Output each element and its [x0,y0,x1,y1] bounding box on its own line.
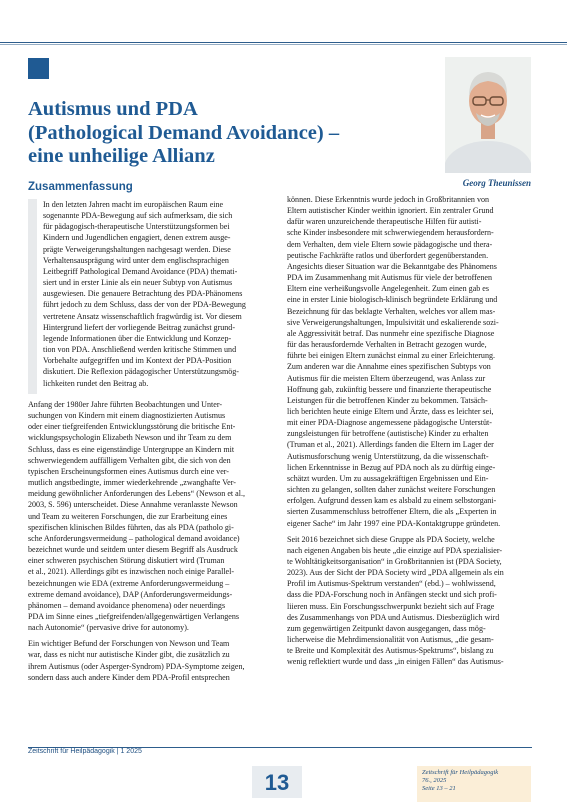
text-line: 2003, S. 596) unterscheidet. Diese Annahme veranlasste Newson [28,500,238,510]
citation-line: Zeitschrift für Heilpädagogik [422,769,499,776]
text-line: sive Verweigerungshaltungen, Impulsivität und eskalierende sozi- [287,317,499,327]
text-line: schwerwiegendem auffälligem Verhalten gibt, die sich von den [28,455,231,465]
text-line: suchungen von Kindern mit einem diagnostizierten Autismus [28,411,226,421]
text-line: oder einer tiefgreifenden Entwicklungsstörung die britische Ent- [28,422,236,432]
text-line: lich berichten heute einige Eltern und Ärzte, dass es leichter sei, [287,406,494,416]
text-line: lichkeiten rundet den Beitrag ab. [43,378,149,388]
text-line: war, dass es nicht nur autistische Kinder gibt, die zusätzlich zu [28,650,230,660]
text-line: typischen Erscheinungsformen eines Autismus durch eine ver- [28,466,229,476]
paragraph [28,638,270,683]
text-line: peutische Fachkräfte ratlos und überfordert gegenüberstanden. [287,250,489,260]
text-line: Schluss, dass es eine eigenständige Untergruppe an Kindern mit [28,444,235,454]
text-line: sche Kinder insbesondere mit schwerwiegendem herausfordern- [287,228,494,238]
text-line: Eltern autistischer Kinder weithin ignoriert. Ein zentraler Grund [287,206,494,216]
citation-line: 76., 2025 [422,777,447,784]
portrait-image [445,57,531,173]
text-line: Leistungen für die betroffenen Kinder zu bekommen. Tatsäch- [287,395,488,405]
text-line: können. Diese Erkenntnis wurde jedoch in Großbritannien von [287,195,490,204]
text-line: wicklungspsychologin Elizabeth Newson und ihr Team zu dem [28,433,232,443]
text-line: wenig reflektiert wurde und dass „in einigen Fällen“ das Autismus- [287,657,504,667]
text-line: ihrem Autismus (oder Asperger-Syndrom) PDA-Symptome zeigen, [28,661,245,671]
text-line: führt jedoch zu dem Schluss, dass der von der PDA-Bewegung [43,300,246,310]
footer-journal: Zeitschrift für Heilpädagogik | 1 2025 [28,748,142,755]
paragraph [28,399,270,633]
page-number: 13 [264,770,290,795]
text-line: dafür waren unzureichende therapeutische Hilfen für autisti- [287,217,482,227]
text-line: ale Aggressivität betraf. Das nunmehr eine spezifische Diagnose [287,328,495,338]
text-line: sondern dass auch andere Kinder dem PDA-Profil entsprechen [28,672,230,682]
text-line: Anfang der 1980er Jahre führten Beobachtungen und Unter- [28,400,223,409]
text-line: Ein wichtiger Befund der Forschungen von Newson und Team [28,639,230,649]
text-line: sierten Zusammenschluss betroffener Eltern, die als „Experten in [287,507,497,517]
text-line: führte bei einigen Eltern zunächst einmal zu einer Erleichterung. [287,351,496,361]
text-line: legende Informationen über die Entwicklung und Konzep- [43,333,232,343]
text-line: sichten zu gelangen, sollten daher zunächst weitere Forschungen [287,485,496,495]
text-line: nach Autonomie“ (pervasive drive for autonomy). [28,623,189,633]
author-name: Georg Theunissen [462,178,531,188]
text-line: bezeichnet wurde und seitdem unter diesem Begriff als Ausdruck [28,545,238,555]
text-line: In den letzten Jahren macht im europäischen Raum eine [43,200,224,209]
text-line: Autismusforschung wenig Unterstützung, da die wissenschaft- [287,451,489,461]
body-column-left [28,399,270,688]
text-line: meidung gewöhnlicher Anforderungen des Lebens“ (Newson et al., [28,489,245,499]
text-line: extreme demand avoidance), DAP (Anforderungsvermeidungs- [28,589,233,599]
top-rule-secondary [0,44,567,45]
text-line: eine in erster Linie biologisch-klinisch begründete Erklärung und [287,295,498,305]
text-line: Hoffnung gab, zukünftig bessere und finanzierte therapeutische [287,384,492,394]
text-line: diskutiert. Die Reflexion pädagogischer Unterstützungsmög- [43,367,239,377]
text-line: Verhaltensausprägung wird unter dem englischsprachigen [43,255,229,265]
citation-line: Seite 13 – 21 [422,785,456,792]
text-line: Hintergrund liefert der vorliegende Beitrag zunächst grund- [43,322,236,332]
title-line: eine unheilige Allianz [28,145,215,167]
text-line: sche Anforderungsvermeidung – pathological demand avoidance) [28,533,240,543]
text-line: (Truman et al., 2021). Allerdings fanden die Eltern im Lager der [287,440,494,450]
text-line: Eltern eine verheißungsvolle Angelegenheit. Zum einen gab es [287,284,490,294]
article-title [28,98,428,169]
text-line: mit einer PDA-Diagnose angemessene pädagogische Unterstüt- [287,418,492,428]
text-line: sogenannte PDA-Bewegung auf sich aufmerksam, die sich [43,211,233,221]
text-line: dem Verhalten, dem viele Eltern sowie pädagogische und thera- [287,239,493,249]
text-line: siert und in erster Linie als ein neuer Subtyp von Autismus [43,278,233,288]
abstract-heading: Zusammenfassung [28,181,133,193]
text-line: ausgewiesen. Die genauere Betrachtung des PDA-Phänomens [43,289,243,299]
citation-box [417,766,531,802]
text-line: nach eigenen Angaben bis heute „die einzige auf PDA spezialisier- [287,545,503,555]
text-line: dass die PDA-Forschung noch in Anfängen steckt und sich profi- [287,590,497,600]
text-line: phänomen – demand avoidance phenomena) oder neuerdings [28,600,226,610]
text-line: Kindern und Jugendlichen engagiert, denen extrem ausge- [43,233,231,243]
abstract-text [43,199,268,389]
text-line: te Breite und Komplexität des Autismus-Spektrums“, bislang zu [287,646,494,656]
paragraph [287,534,531,668]
text-line: 2023). Aus der Sicht der PDA Society wird „PDA allgemein als ein [287,568,504,578]
text-line: Seit 2016 bezeichnet sich diese Gruppe als PDA Society, welche [287,534,495,544]
text-line: einer schweren psychischen Störung diskutiert wird (Truman [28,556,225,566]
top-rule [0,42,567,43]
text-line: und Team zu weiteren Forschungen, die zur Erarbeitung eines [28,511,228,521]
text-line: Profil im Autismus-Spektrum verstanden“ (ebd.) – wohlwissend, [287,579,496,589]
text-line: Autismus für die meisten Eltern überzeugend, was Anlass zur [287,373,486,383]
text-line: Bezeichnung für das beklagte Verhalten, welches vor allem mas- [287,306,496,316]
text-line: prägte Verweigerungshaltungen nachgesagt werden. Diese [43,244,231,254]
text-line: bezeichnungen wie EDA (extreme Anforderungsvermeidung – [28,578,230,588]
text-line: PDA im Sinne eines „tiefgreifenden/allgegenwärtigen Verlangens [28,611,240,621]
text-line: spezifischen klinischen Bildes führten, das als PDA (patholo gi- [28,522,234,532]
text-line: Leitbegriff Pathological Demand Avoidance (PDA) themati- [43,266,238,276]
text-line: eigener Sache“ im Jahr 1997 eine PDA-Kontaktgruppe gründeten. [287,518,501,528]
text-line: lichen Erkenntnisse in Bezug auf PDA noch als zu dürftig einge- [287,462,496,472]
abstract-sidebar [28,199,37,394]
text-line: für das herausfordernde Verhalten in Betracht gezogen wurde, [287,340,487,350]
section-marker [28,58,49,79]
text-line: Angesichts dieser Situation war die Bekanntgabe des Phänomens [287,261,497,271]
text-line: licherweise die Mehrdimensionalität von Autismus, „die gesam- [287,635,494,645]
paragraph [287,194,531,529]
text-line: Vorbehalte aufgegriffen und im Kontext der PDA-Position [43,356,232,366]
text-line: te Wohltätigkeitsorganisation“ in Großbritannien ist (PDA Society, [287,557,502,566]
text-line: liieren muss. Ein Forschungsschwerpunkt bezieht sich auf Frage [287,601,495,611]
text-line: tion von PDA. Anschließend werden kritische Stimmen und [43,345,237,355]
text-line: erfolgen. Aufgrund dessen kam es alsbald zu einem selbstorgani- [287,496,497,506]
text-line: für pädagogisch-therapeutische Unterstützungsformen bei [43,222,230,232]
text-line: vertretene Ansatz wissenschaftlich fragwürdig ist. Vor diesem [43,311,242,321]
title-line: (Pathological Demand Avoidance) – [28,121,340,144]
body-column-right [287,194,531,673]
text-line: des Zusammenhangs von PDA und Autismus. Diesbezüglich wird [287,612,500,622]
text-line: et al., 2021). Allerdings gibt es inzwischen noch einige Parallel- [28,567,235,577]
text-line: schätzt wurden. Um zu aussagekräftigen Ergebnissen und Ein- [287,473,489,483]
author-portrait [445,57,531,173]
text-line: zungsleistungen für betroffene (autistische) Kinder zu erhalten [287,429,489,439]
text-line: Zum anderen war die Annahme eines spezifischen Subtyps von [287,362,491,372]
text-line: mutlich angstbedingte, immer wiederkehrende „zwanghafte Ver- [28,478,236,488]
title-line: Autismus und PDA [28,98,198,120]
text-line: PDA im Zusammenhang mit Autismus für viele der betroffenen [287,273,493,283]
text-line: zum gegenwärtigen Zeitpunkt davon ausgegangen, dass mög- [287,623,486,633]
